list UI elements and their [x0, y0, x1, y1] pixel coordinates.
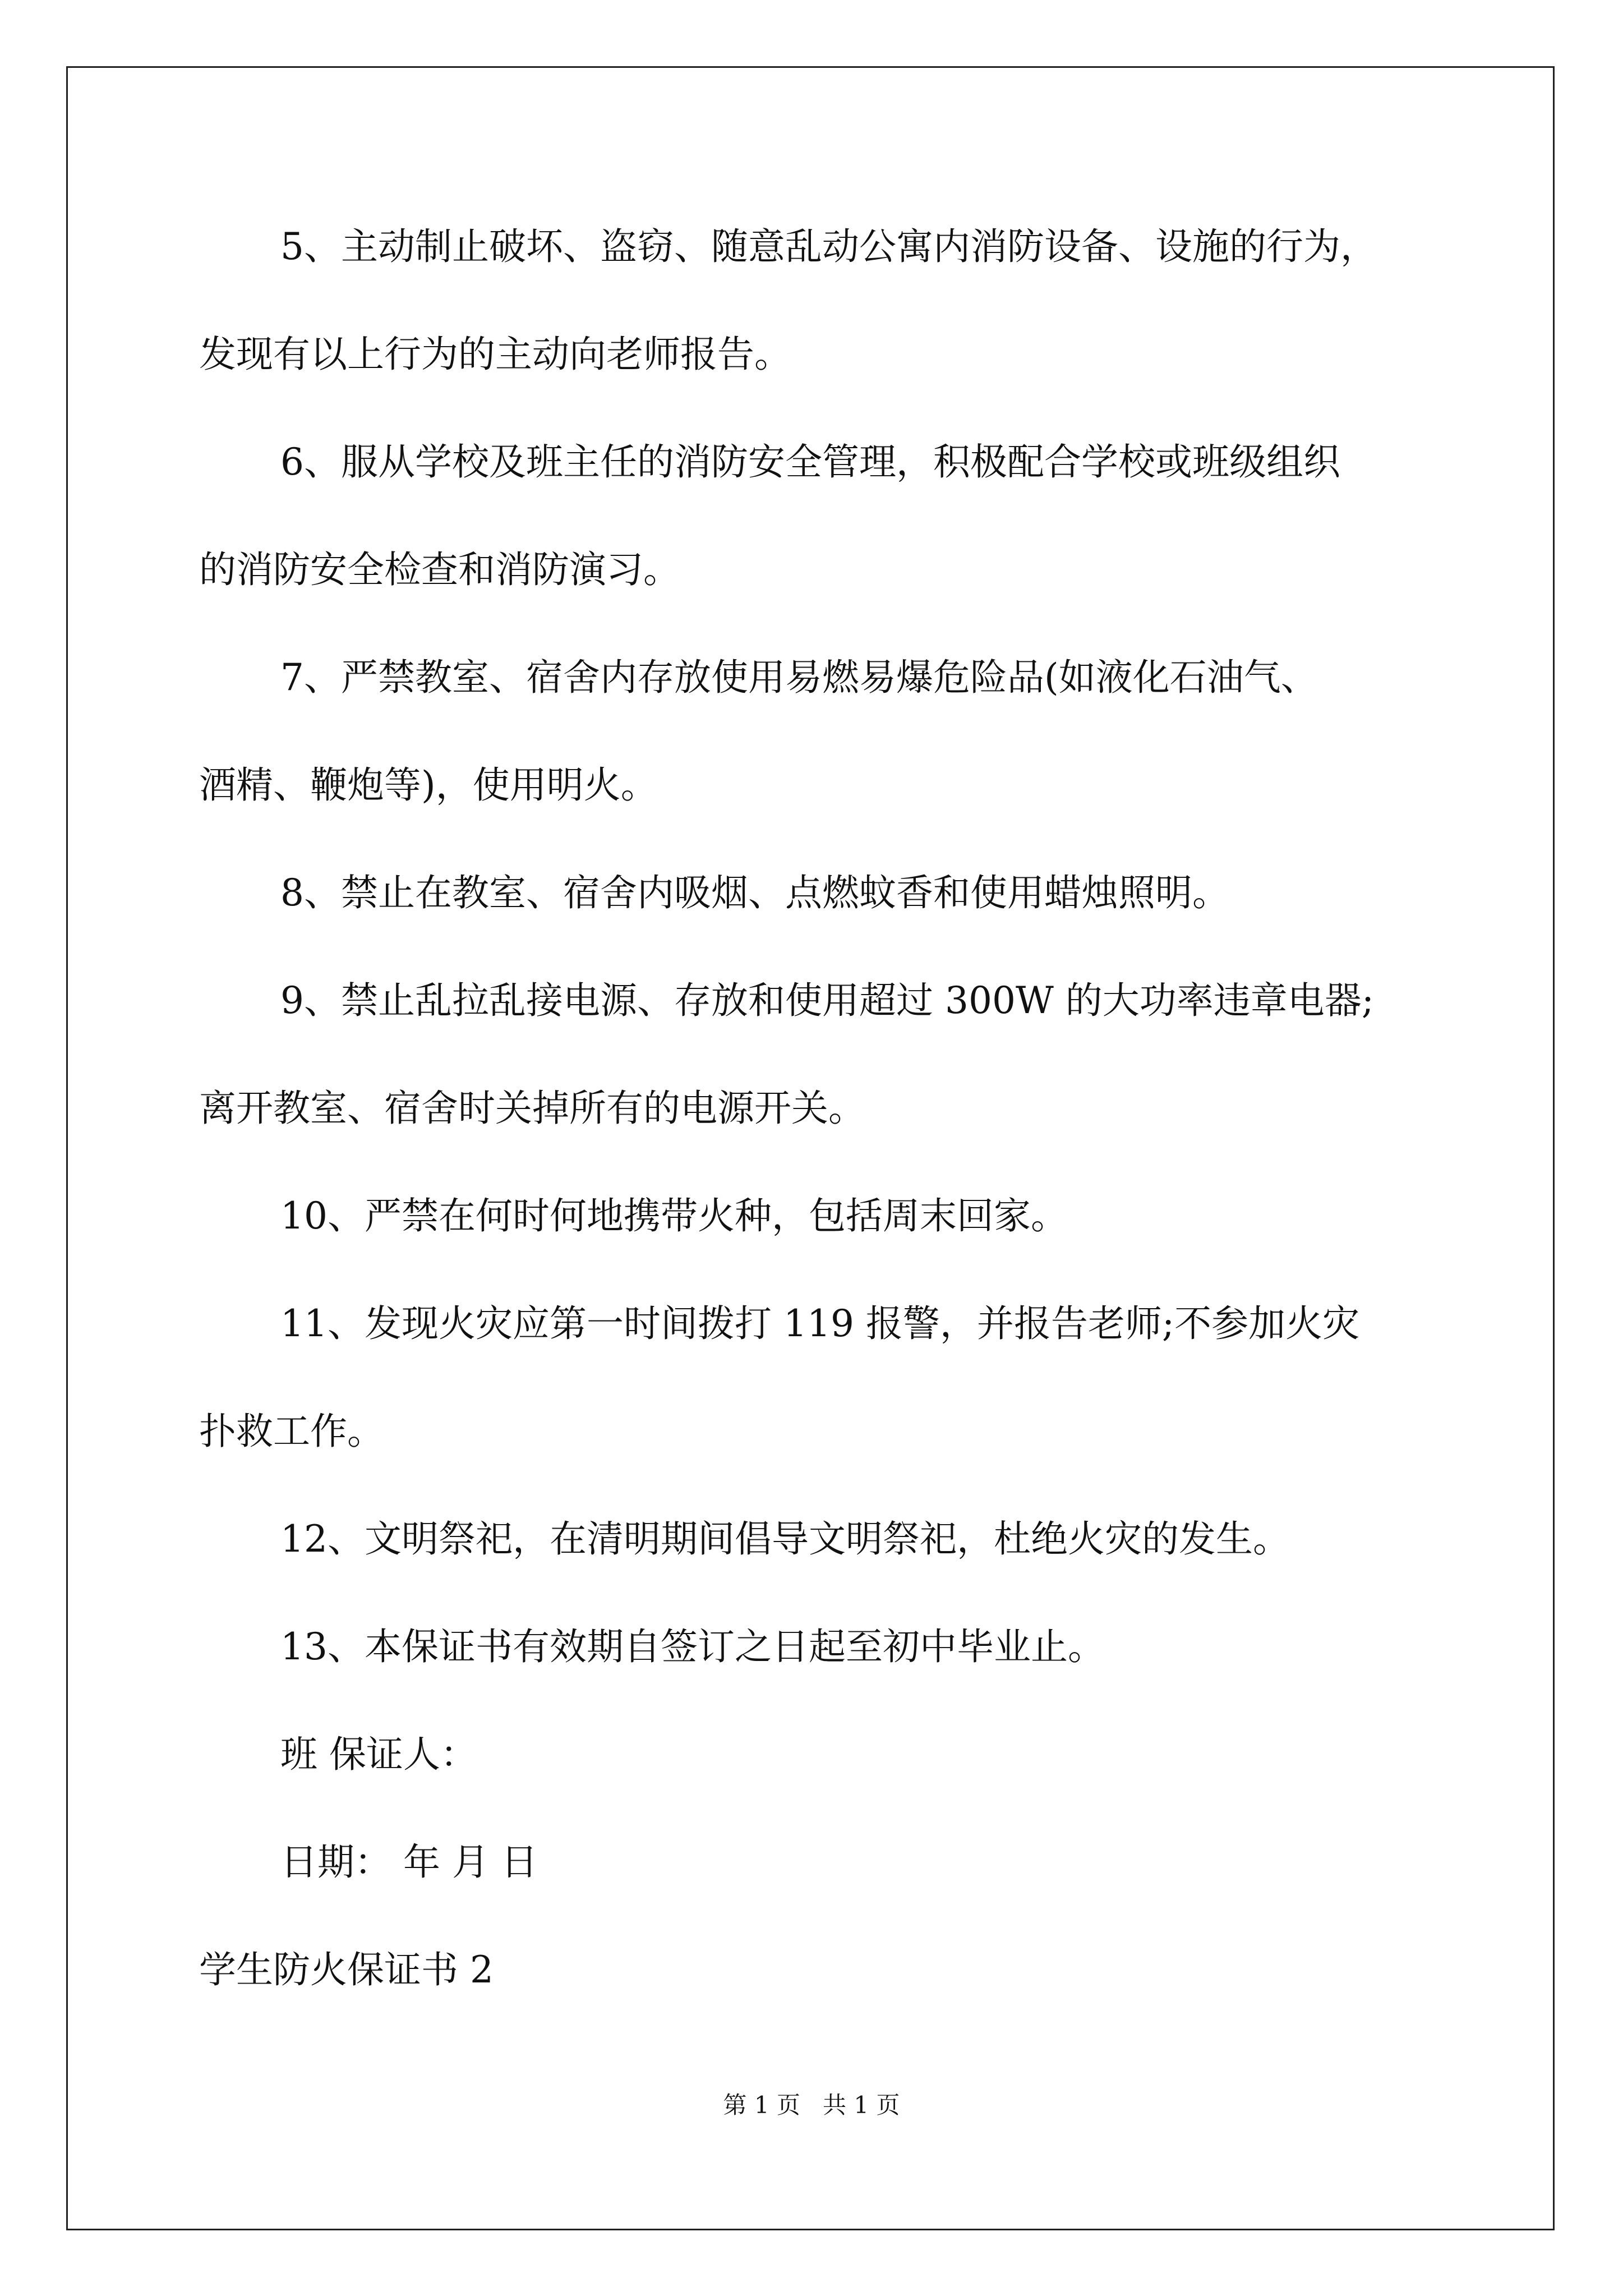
paragraph-line: 5、主动制止破坏、盗窃、随意乱动公寓内消防设备、设施的行为，: [280, 225, 1377, 268]
paragraph-line: 6、服从学校及班主任的消防安全管理，积极配合学校或班级组织: [280, 440, 1340, 484]
paragraph-line: 12、文明祭祀，在清明期间倡导文明祭祀，杜绝火灾的发生。: [280, 1517, 1290, 1561]
paragraph-line: 13、本保证书有效期自签订之日起至初中毕业止。: [280, 1625, 1105, 1668]
paragraph-line: 发现有以上行为的主动向老师报告。: [199, 333, 791, 376]
paragraph-line: 的消防安全检查和消防演习。: [199, 548, 680, 591]
paragraph-line: 8、禁止在教室、宿舍内吸烟、点燃蚊香和使用蜡烛照明。: [280, 871, 1229, 914]
section-heading: 学生防火保证书 2: [199, 1948, 494, 1991]
paragraph-line: 9、禁止乱拉乱接电源、存放和使用超过 300W 的大功率违章电器;: [280, 979, 1374, 1022]
paragraph-line: 11、发现火灾应第一时间拨打 119 报警，并报告老师;不参加火灾: [280, 1302, 1360, 1345]
paragraph-line: 离开教室、宿舍时关掉所有的电源开关。: [199, 1087, 865, 1130]
paragraph-line: 酒精、鞭炮等)，使用明火。: [199, 763, 658, 807]
paragraph-line: 10、严禁在何时何地携带火种，包括周末回家。: [280, 1194, 1068, 1237]
page-border: [66, 66, 1555, 2230]
paragraph-line: 扑救工作。: [199, 1410, 384, 1453]
date-line: 日期： 年 月 日: [280, 1841, 538, 1884]
signature-line: 班 保证人：: [280, 1733, 477, 1776]
page-number-footer: 第 1 页 共 1 页: [723, 2091, 900, 2119]
paragraph-line: 7、严禁教室、宿舍内存放使用易燃易爆危险品(如液化石油气、: [280, 656, 1318, 699]
